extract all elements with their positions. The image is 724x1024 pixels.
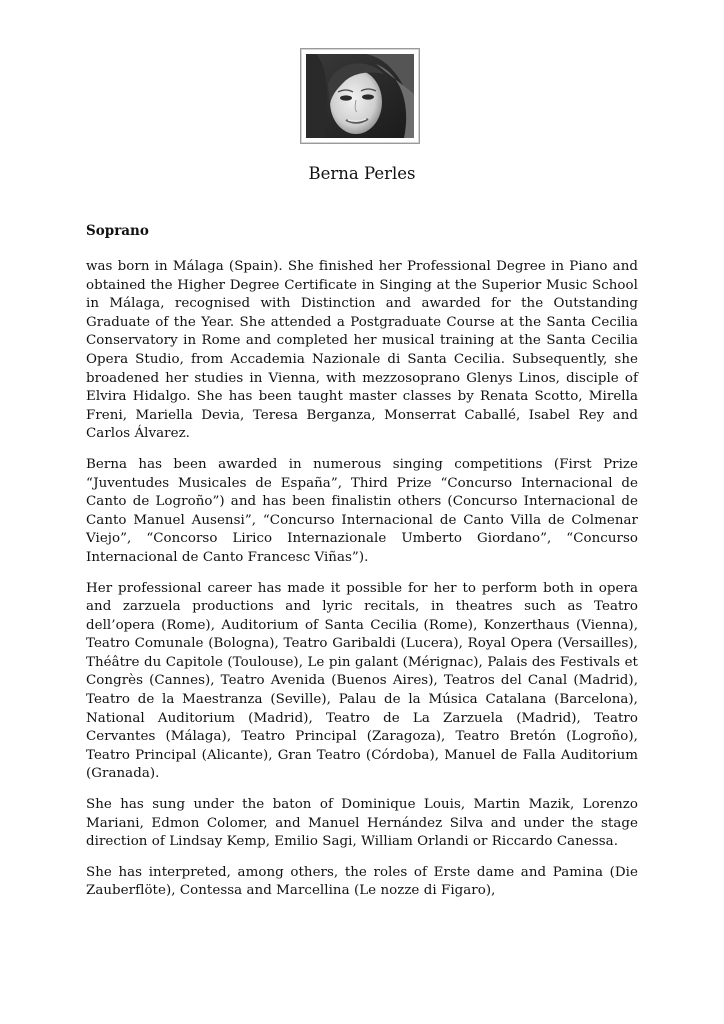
portrait-frame <box>300 48 420 144</box>
bio-paragraph-career: Her professional career has made it possible for her to perform both in opera and zarzuela productions and lyric recitals, in theatres such as Teatro dell’opera (Rome), Auditorium of Santa Cecilia (Rome), Konzerthaus (Vienna), Teatro Comunale (Bologna), Teatro Garibaldi (Lucera), Royal Opera (Versailles), Théâtre du Capitole (Toulouse), Le pin galant (Mérignac), Palais des Festivals et Congrès (Cannes), Teatro Avenida (Buenos Aires), Teatros del Canal (Madrid), Teatro de la Maestranza (Seville), Palau de la Música Catalana (Barcelona), National Auditorium (Madrid), Teatro de La Zarzuela (Madrid), Teatro Cervantes (Málaga), Teatro Principal (Zaragoza), Teatro Bretón (Logroño), Teatro Principal (Alicante), Gran Teatro (Córdoba), Manuel de Falla Auditorium (Granada). <box>86 580 638 782</box>
bio-paragraph-education: was born in Málaga (Spain). She finished her Professional Degree in Piano and obtained the Higher Degree Certificate in Singing at the Superior Music School in Málaga, recognised with Distinction and awarded for the Outstanding Graduate of the Year. She attended a Postgraduate Course at the Santa Cecilia Conservatory in Rome and completed her musical training at the Santa Cecilia Opera Studio, from Accademia Nazionale di Santa Cecilia. Subsequently, she broadened her studies in Vienna, with mezzosoprano Glenys Linos, disciple of Elvira Hidalgo. She has been taught master classes by Renata Scotto, Mirella Freni, Mariella Devia, Teresa Berganza, Monserrat Caballé, Isabel Rey and Carlos Álvarez. <box>86 259 638 442</box>
role-heading: Soprano <box>86 223 149 239</box>
bio-paragraph-awards: Berna has been awarded in numerous singing competitions (First Prize “Juventudes Musicales de España”, Third Prize “Concurso Internacional de Canto de Logroño”) and has been finalistin others (Concurso Internacional de Canto Manuel Ausensi”, “Concurso Internacional de Canto Villa de Colmenar Viejo”, “Concorso Lirico Internazionale Umberto Giordano”, “Concurso Internacional de Canto Francesc Viñas”). <box>86 456 638 565</box>
bio-paragraph-conductors: She has sung under the baton of Dominique Louis, Martin Mazik, Lorenzo Mariani, Edmon Colomer, and Manuel Hernández Silva and under the stage direction of Lindsay Kemp, Emilio Sagi, William Orlandi or Riccardo Canessa. <box>86 797 638 850</box>
person-name: Berna Perles <box>308 164 416 183</box>
bio-paragraph-roles: She has interpreted, among others, the roles of Erste dame and Pamina (Die Zauberflöte), Contessa and Marcellina (Le nozze di Figaro), <box>86 864 638 899</box>
biography <box>86 258 638 913</box>
portrait-photo <box>306 54 414 138</box>
